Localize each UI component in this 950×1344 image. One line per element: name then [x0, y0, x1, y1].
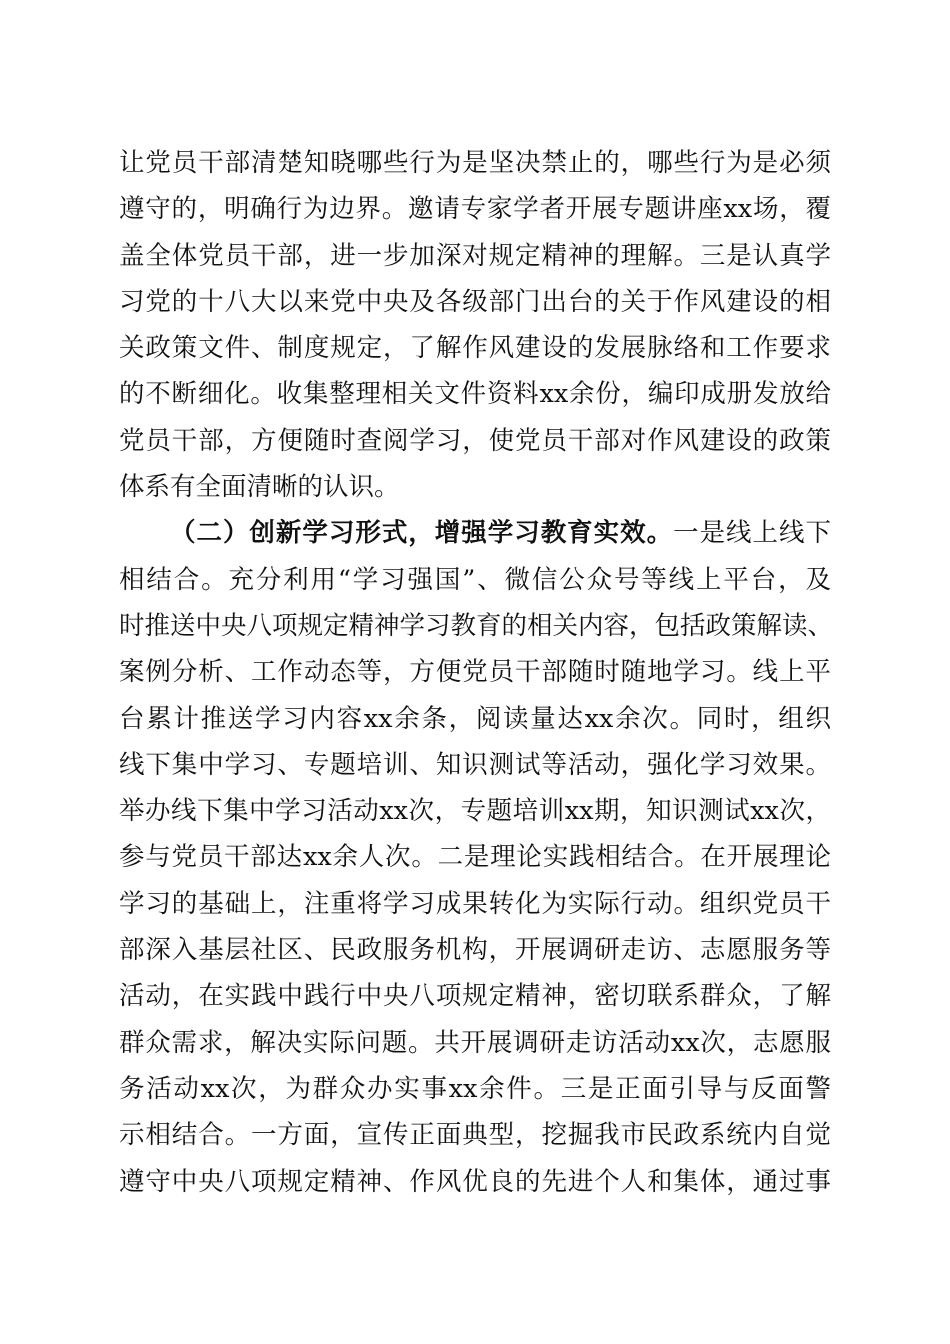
text-line: 群众需求，解决实际问题。共开展调研走访活动xx次，志愿服: [119, 1027, 831, 1058]
section-2-heading: （二）创新学习形式，增强学习教育实效。: [170, 518, 674, 549]
body-text: [119, 140, 834, 1205]
text-line: 台累计推送学习内容xx余条，阅读量达xx余次。同时，组织: [119, 703, 831, 734]
text-line: 习党的十八大以来党中央及各级部门出台的关于作风建设的相: [119, 286, 831, 317]
section-2-first-line: [119, 510, 831, 556]
text-line: 遵守的，明确行为边界。邀请专家学者开展专题讲座xx场，覆: [119, 194, 831, 225]
text-line: 相结合。充分利用“学习强国”、微信公众号等线上平台，及: [119, 564, 831, 595]
text-line: 时推送中央八项规定精神学习教育的相关内容，包括政策解读、: [119, 610, 834, 641]
text-line: 遵守中央八项规定精神、作风优良的先进个人和集体，通过事: [119, 1166, 831, 1197]
text-line: 参与党员干部达xx余人次。二是理论实践相结合。在开展理论: [119, 842, 831, 873]
text-line: 学习的基础上，注重将学习成果转化为实际行动。组织党员干: [119, 888, 831, 919]
text-line: 体系有全面清晰的认识。: [119, 472, 400, 503]
paragraph-continued: [119, 140, 831, 510]
text-line: 示相结合。一方面，宣传正面典型，挖掘我市民政系统内自觉: [119, 1120, 831, 1151]
text-line: 党员干部，方便随时查阅学习，使党员干部对作风建设的政策: [119, 425, 831, 456]
text-line: 的不断细化。收集整理相关文件资料xx余份，编印成册发放给: [119, 379, 831, 410]
text-line: 盖全体党员干部，进一步加深对规定精神的理解。三是认真学: [119, 240, 831, 271]
paragraph-section-2: [119, 510, 834, 1204]
section-2-first-line-text: 一是线上线下: [673, 518, 831, 549]
text-line: 案例分析、工作动态等，方便党员干部随时随地学习。线上平: [119, 657, 831, 688]
text-line: 务活动xx次，为群众办实事xx余件。三是正面引导与反面警: [119, 1073, 831, 1104]
text-line: 部深入基层社区、民政服务机构，开展调研走访、志愿服务等: [119, 935, 831, 966]
text-line: 举办线下集中学习活动xx次，专题培训xx期，知识测试xx次，: [119, 796, 831, 827]
text-line: 让党员干部清楚知晓哪些行为是坚决禁止的，哪些行为是必须: [119, 148, 831, 178]
text-line: 关政策文件、制度规定，了解作风建设的发展脉络和工作要求: [119, 333, 831, 364]
text-line: 活动，在实践中践行中央八项规定精神，密切联系群众，了解: [119, 981, 831, 1012]
text-line: 线下集中学习、专题培训、知识测试等活动，强化学习效果。: [119, 749, 831, 780]
